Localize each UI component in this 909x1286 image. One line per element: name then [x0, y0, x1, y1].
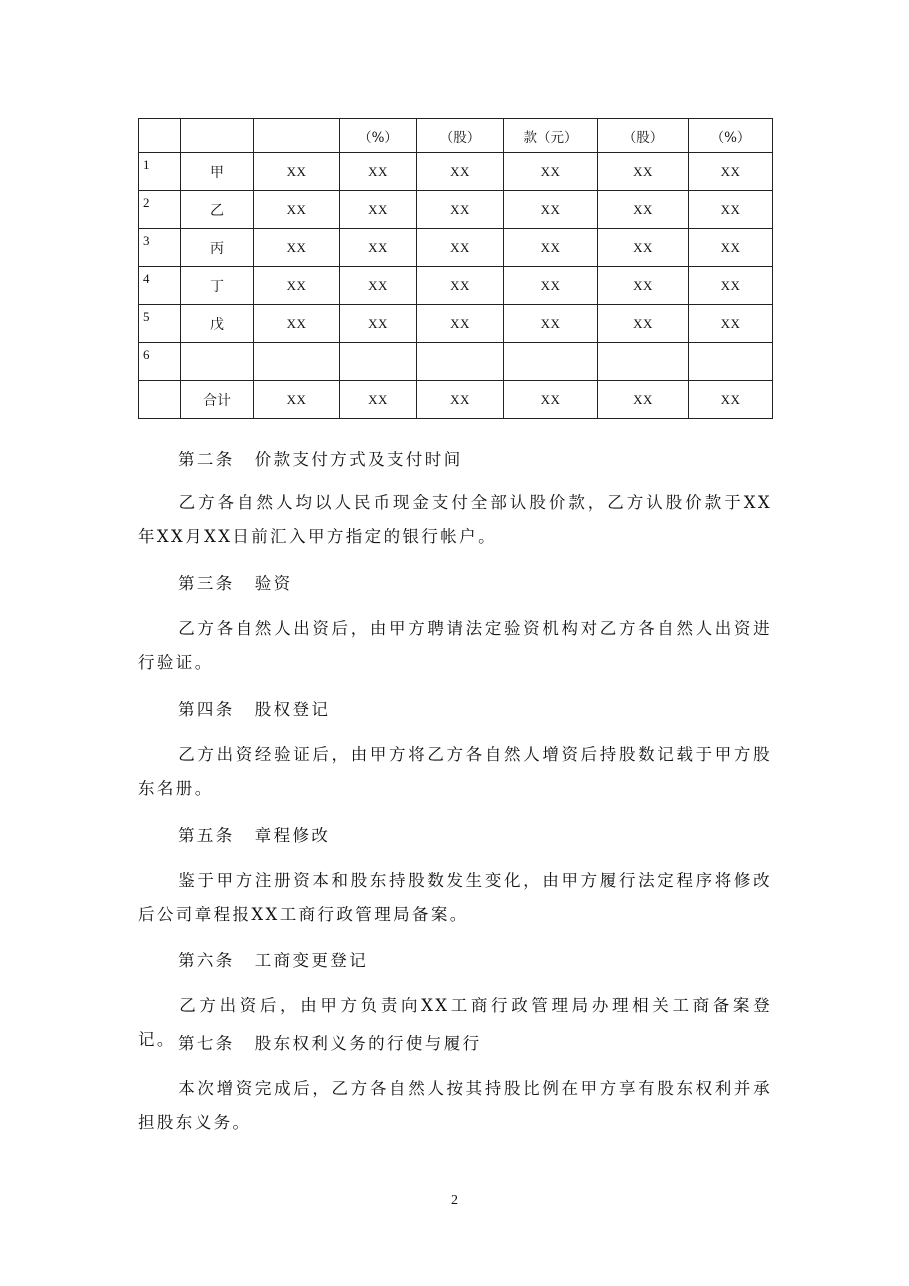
article-body	[138, 864, 772, 932]
article-body	[138, 612, 772, 680]
article-number: 第六条	[178, 951, 235, 970]
article-number: 第二条	[178, 450, 235, 469]
total-label: 合计	[181, 381, 254, 419]
table-cell: XX	[598, 381, 689, 419]
article-number: 第三条	[178, 574, 235, 593]
article-title: 股权登记	[254, 700, 331, 719]
table-cell	[689, 343, 773, 381]
table-cell: XX	[689, 191, 773, 229]
table-row	[139, 229, 773, 267]
header-cell: （股）	[417, 119, 504, 153]
table-cell: XX	[689, 381, 773, 419]
article-heading	[178, 1027, 482, 1061]
article-number: 第五条	[178, 826, 235, 845]
table-cell: XX	[254, 305, 340, 343]
article-title: 工商变更登记	[254, 951, 369, 970]
table-cell: XX	[504, 381, 598, 419]
header-cell: 款（元）	[504, 119, 598, 153]
table-cell: XX	[254, 191, 340, 229]
article-heading	[178, 944, 368, 978]
article-title: 股东权利义务的行使与履行	[254, 1034, 482, 1053]
table-cell: XX	[689, 305, 773, 343]
table-cell: XX	[417, 305, 504, 343]
table-cell: XX	[254, 267, 340, 305]
header-cell	[139, 119, 181, 153]
shareholder-name: 丁	[181, 267, 254, 305]
row-number: 3	[139, 229, 181, 267]
table-cell: XX	[417, 381, 504, 419]
table-cell: XX	[254, 381, 340, 419]
article-number: 第四条	[178, 700, 235, 719]
page-number: 2	[451, 1193, 458, 1208]
article-title: 章程修改	[254, 826, 331, 845]
article-body-text: 本次增资完成后，乙方各自然人按其持股比例在甲方享有股东权利并承担股东义务。	[138, 1079, 772, 1132]
header-cell: （%）	[340, 119, 417, 153]
table-cell: XX	[340, 305, 417, 343]
table-cell: XX	[340, 191, 417, 229]
table-cell	[417, 343, 504, 381]
article-title: 验资	[254, 574, 293, 593]
shareholder-name: 甲	[181, 153, 254, 191]
article-heading	[178, 693, 330, 727]
table-cell: XX	[417, 191, 504, 229]
shareholder-name: 丙	[181, 229, 254, 267]
table-cell: XX	[689, 229, 773, 267]
table-cell: XX	[340, 153, 417, 191]
table-row	[139, 267, 773, 305]
header-cell	[181, 119, 254, 153]
article-heading	[178, 567, 293, 601]
shareholder-name: 乙	[181, 191, 254, 229]
row-number: 1	[139, 153, 181, 191]
article-body-text: 乙方出资经验证后，由甲方将乙方各自然人增资后持股数记载于甲方股东名册。	[138, 745, 772, 798]
table-cell: XX	[417, 229, 504, 267]
table-cell: XX	[598, 267, 689, 305]
shareholder-name	[181, 343, 254, 381]
row-number: 6	[139, 343, 181, 381]
table-cell: XX	[689, 153, 773, 191]
table-cell: XX	[504, 153, 598, 191]
row-number: 2	[139, 191, 181, 229]
table-cell: XX	[254, 153, 340, 191]
table-cell: XX	[504, 305, 598, 343]
table-row	[139, 305, 773, 343]
article-body-text: 鉴于甲方注册资本和股东持股数发生变化，由甲方履行法定程序将修改后公司章程报XX工商行政管理局备案。	[138, 871, 772, 924]
table-header-row	[139, 119, 773, 153]
table-cell: XX	[598, 153, 689, 191]
table-cell: XX	[689, 267, 773, 305]
table-cell: XX	[340, 381, 417, 419]
table-cell: XX	[598, 305, 689, 343]
table-cell: XX	[504, 267, 598, 305]
header-cell	[254, 119, 340, 153]
table-cell: XX	[504, 191, 598, 229]
table-cell: XX	[504, 229, 598, 267]
table-cell	[254, 343, 340, 381]
article-title: 价款支付方式及支付时间	[254, 450, 463, 469]
header-cell: （股）	[598, 119, 689, 153]
row-number: 5	[139, 305, 181, 343]
article-body-text: 乙方出资后，由甲方负责向XX工商行政管理局办理相关工商备案登记。	[138, 996, 772, 1049]
shareholding-table	[138, 118, 773, 419]
article-heading	[178, 443, 463, 477]
table-cell: XX	[254, 229, 340, 267]
table-cell: XX	[598, 191, 689, 229]
article-body	[138, 1072, 772, 1140]
row-number: 4	[139, 267, 181, 305]
table-cell	[504, 343, 598, 381]
article-heading	[178, 819, 330, 853]
row-number	[139, 381, 181, 419]
article-body-text: 乙方各自然人均以人民币现金支付全部认股价款，乙方认股价款于XX年XX月XX日前汇入甲方指定的银行帐户。	[138, 493, 772, 546]
table-cell: XX	[598, 229, 689, 267]
article-body	[138, 486, 772, 554]
table-cell	[340, 343, 417, 381]
table-row	[139, 191, 773, 229]
table-cell	[598, 343, 689, 381]
article-body	[138, 738, 772, 806]
article-body-text: 乙方各自然人出资后，由甲方聘请法定验资机构对乙方各自然人出资进行验证。	[138, 619, 772, 672]
table-cell: XX	[340, 267, 417, 305]
article-number: 第七条	[178, 1034, 235, 1053]
table-row	[139, 153, 773, 191]
table-total-row	[139, 381, 773, 419]
table-row	[139, 343, 773, 381]
header-cell: （%）	[689, 119, 773, 153]
table-cell: XX	[340, 229, 417, 267]
table-cell: XX	[417, 267, 504, 305]
shareholder-name: 戊	[181, 305, 254, 343]
table-cell: XX	[417, 153, 504, 191]
